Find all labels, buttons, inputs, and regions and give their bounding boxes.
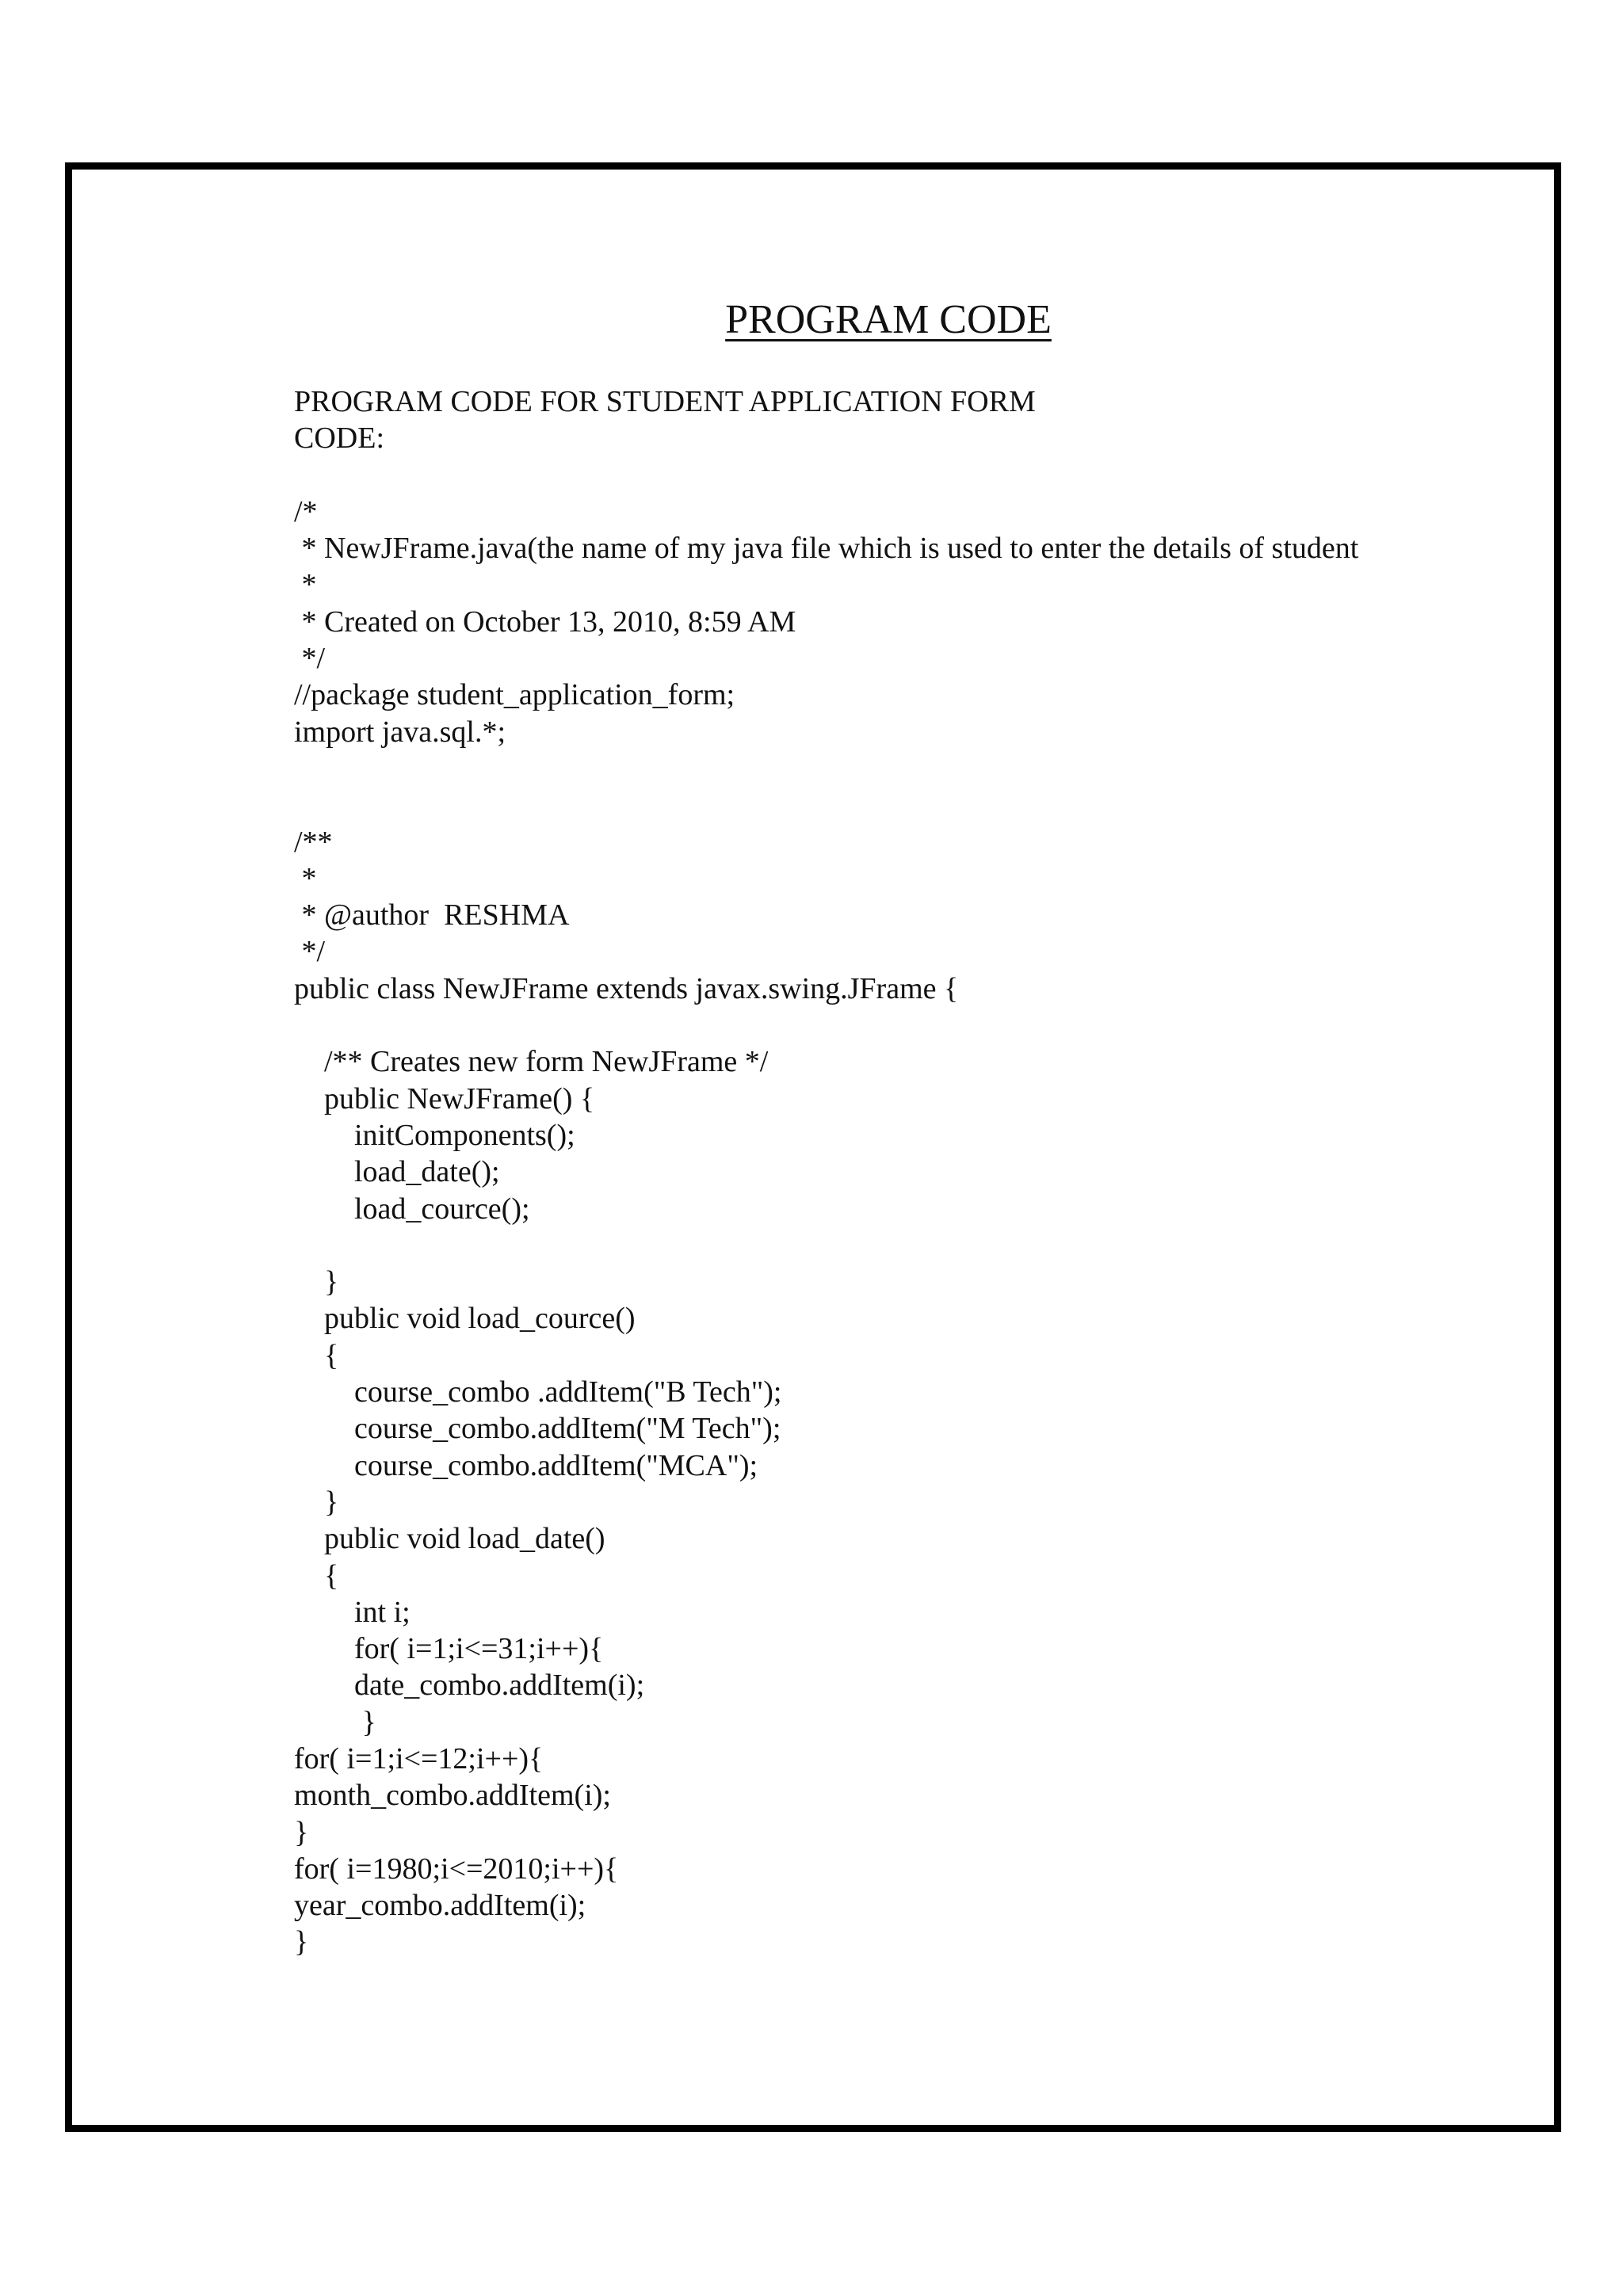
code-line xyxy=(294,1227,1522,1264)
code-line xyxy=(294,457,1522,494)
code-line: for( i=1980;i<=2010;i++){ xyxy=(294,1852,619,1886)
code-line: int i; xyxy=(294,1595,411,1629)
code-line: { xyxy=(294,1338,339,1372)
code-line: year_combo.addItem(i); xyxy=(294,1889,586,1923)
code-line: course_combo.addItem("M Tech"); xyxy=(294,1412,781,1446)
code-line: PROGRAM CODE FOR STUDENT APPLICATION FORM xyxy=(294,385,1036,418)
code-line: /* xyxy=(294,494,318,528)
code-line: } xyxy=(294,1815,309,1849)
code-listing xyxy=(294,383,1522,1961)
code-line: * @author RESHMA xyxy=(294,898,570,933)
code-line: * xyxy=(294,568,317,602)
page-border xyxy=(65,162,1561,2132)
code-line: } xyxy=(294,1485,339,1519)
code-line: * NewJFrame.java(the name of my java file which is used to enter the details of student xyxy=(294,532,1359,566)
code-line xyxy=(294,750,1522,787)
code-line: public void load_cource() xyxy=(294,1302,636,1336)
code-line: import java.sql.*; xyxy=(294,715,506,749)
code-line: public class NewJFrame extends javax.swing.JFrame { xyxy=(294,971,959,1005)
code-line: course_combo.addItem("MCA"); xyxy=(294,1448,758,1482)
page-title: PROGRAM CODE xyxy=(725,297,1052,342)
code-line: */ xyxy=(294,935,326,969)
code-line: * xyxy=(294,861,317,895)
code-line: for( i=1;i<=12;i++){ xyxy=(294,1741,544,1775)
code-line: month_combo.addItem(i); xyxy=(294,1779,611,1813)
code-line: CODE: xyxy=(294,421,384,456)
code-line: for( i=1;i<=31;i++){ xyxy=(294,1632,604,1666)
code-line: } xyxy=(294,1925,309,1959)
code-line: date_combo.addItem(i); xyxy=(294,1669,645,1703)
code-line: load_cource(); xyxy=(294,1192,530,1226)
code-line: * Created on October 13, 2010, 8:59 AM xyxy=(294,605,796,639)
code-line xyxy=(294,787,1522,823)
code-line: public NewJFrame() { xyxy=(294,1081,595,1116)
code-line: public void load_date() xyxy=(294,1522,605,1556)
code-line xyxy=(294,1007,1522,1043)
code-line: /** xyxy=(294,825,333,859)
code-line: */ xyxy=(294,642,326,676)
code-line: initComponents(); xyxy=(294,1118,575,1152)
code-line: /** Creates new form NewJFrame */ xyxy=(294,1045,769,1079)
code-line: //package student_application_form; xyxy=(294,678,735,712)
code-line: } xyxy=(294,1265,339,1299)
code-line: } xyxy=(294,1705,376,1739)
code-line: course_combo .addItem("B Tech"); xyxy=(294,1375,782,1409)
code-line: load_date(); xyxy=(294,1155,500,1189)
code-line: { xyxy=(294,1558,339,1592)
